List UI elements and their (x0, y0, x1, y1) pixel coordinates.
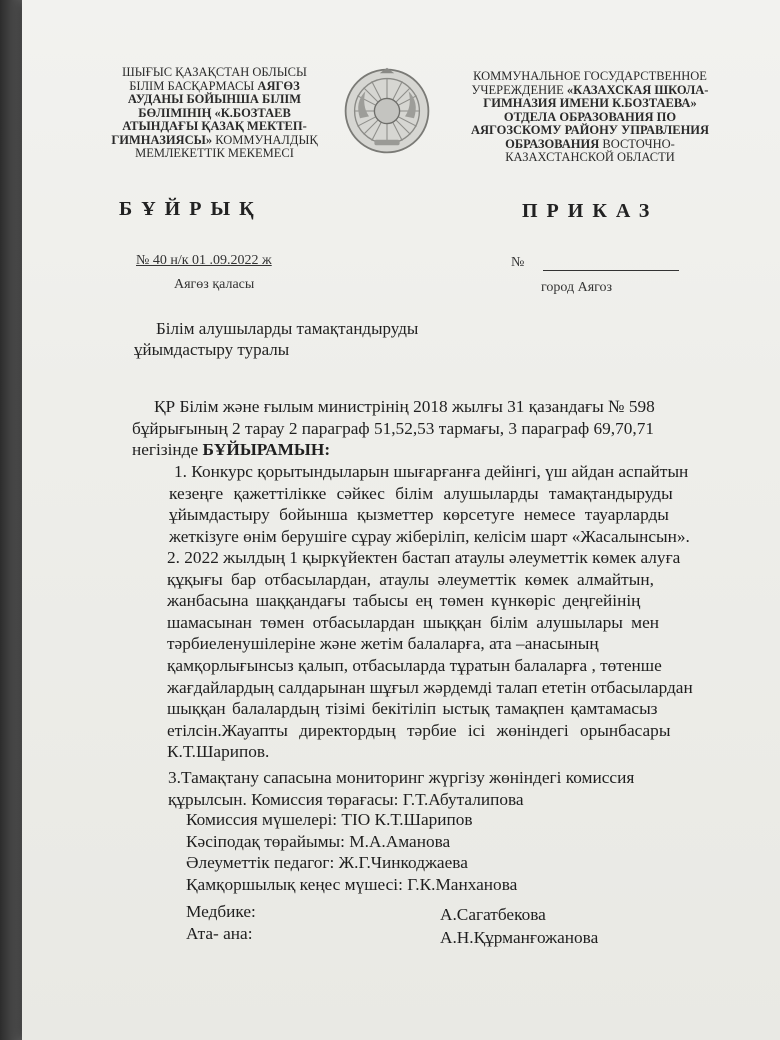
paragraph-3-line: 3.Тамақтану сапасына мониторинг жүргізу жөніндегі комиссия (168, 768, 635, 787)
header-left-line: БІЛІМ БАСҚАРМАСЫ АЯГӨЗ (129, 78, 300, 93)
paragraph-3 (168, 767, 768, 810)
intro-line: негізінде БҰЙЫРАМЫН: (132, 440, 331, 460)
paragraph-1 (169, 461, 756, 547)
intro-line: ҚР Білім және ғылым министрінің 2018 жылғы 31 қазандағы № 598 (154, 397, 655, 416)
order-number-kz: № 40 н/к 01 .09.2022 ж (136, 253, 272, 268)
city-kz: Аягөз қаласы (174, 277, 255, 292)
header-right-line: ОБРАЗОВАНИЯ ВОСТОЧНО- (505, 136, 675, 151)
header-left-line: АТЫНДАҒЫ ҚАЗАҚ МЕКТЕП- (122, 119, 307, 133)
paragraph-2-line: шамасынан төмен отбасылардан шыққан білім алушылары мен (167, 612, 659, 632)
title-ru: ПРИКАЗ (522, 200, 659, 222)
state-emblem-icon (342, 66, 432, 156)
header-left-line: МЕМЛЕКЕТТІК МЕКЕМЕСІ (135, 146, 294, 160)
paragraph-2-line: қамқорлығынсыз қалып, отбасыларда тұратын балаларға , төтенше (167, 655, 662, 675)
nurse-label: Медбике: (186, 902, 256, 921)
paragraph-2-line: құқығы бар отбасылардан, атаулы әлеуметтік көмек алмайтын, (167, 569, 654, 589)
paragraph-2 (167, 547, 767, 763)
header-left-line: ШЫҒЫС ҚАЗАҚСТАН ОБЛЫСЫ (122, 65, 307, 79)
paragraph-2-line: етілсін.Жауапты директордың тәрбие ісі жөніндегі орынбасары (167, 720, 671, 740)
header-right-line: КАЗАХСТАНСКОЙ ОБЛАСТИ (505, 150, 675, 164)
nurse-name: А.Сагатбекова (440, 905, 546, 924)
order-number-ru: № (511, 255, 525, 270)
parent-label: Ата- ана: (186, 924, 253, 943)
header-right-line: ГИМНАЗИЯ ИМЕНИ К.БОЗТАЕВА» (483, 96, 697, 110)
order-body (132, 396, 776, 461)
header-right-ru (440, 70, 740, 165)
paragraph-2-line: 2. 2022 жылдың 1 қыркүйектен бастап атаулы әлеуметтік көмек алуға (167, 548, 681, 567)
document-page (22, 0, 780, 1040)
title-kz: БҰЙРЫҚ (119, 198, 263, 220)
header-left-line: ГИМНАЗИЯСЫ» КОММУНАЛДЫҚ (111, 132, 318, 147)
order-subject (134, 318, 494, 360)
paragraph-1-line: ұйымдастыру бойынша қызметтер көрсетуге немесе тауарларды (169, 505, 669, 525)
header-right-line: КОММУНАЛЬНОЕ ГОСУДАРСТВЕННОЕ (473, 69, 707, 83)
paragraph-1-line: 1. Конкурс қорытындыларын шығарғанға дейінгі, үш айдан аспайтын (174, 462, 689, 481)
subject-line: ұйымдастыру туралы (134, 340, 290, 359)
header-left-line: БӨЛІМІНІҢ «К.БОЗТАЕВ (138, 105, 291, 120)
paragraph-3-line: құрылсын. Комиссия төрағасы: Г.Т.Абуталипова (168, 789, 524, 809)
commission-members (186, 809, 746, 895)
paragraph-2-line: шыққан балалардың тізімі бекітіліп ыстық тамақпен қамтамасыз (167, 699, 658, 719)
city-ru: город Аягоз (541, 280, 613, 295)
commission-member: Кәсіподақ төрайымы: М.А.Аманова (186, 831, 451, 851)
order-number-blank-line (543, 270, 679, 271)
paragraph-2-line: жанбасына шаққандағы табысы ең төмен күнкөріс деңгейінің (167, 591, 641, 611)
parent-name: А.Н.Құрманғожанова (440, 928, 599, 947)
commission-member: Әлеуметтік педагог: Ж.Г.Чинкоджаева (186, 853, 468, 873)
commission-member: Қамқоршылық кеңес мүшесі: Г.К.Манханова (186, 874, 518, 894)
paragraph-1-line: кезеңге қажеттілікке сәйкес білім алушыларды тамақтандыруды (169, 483, 673, 503)
header-right-line: УЧЕРЕЖДЕНИЕ «КАЗАХСКАЯ ШКОЛА- (471, 82, 709, 97)
subject-line: Білім алушыларды тамақтандыруды (156, 319, 419, 338)
header-left-kz (92, 66, 337, 161)
commission-member: Комиссия мүшелері: ТІО К.Т.Шарипов (186, 810, 473, 829)
paragraph-2-line: жағдайлардың салдарынан шұғыл жәрдемді талап ететін отбасылардан (167, 677, 693, 697)
header-right-line: АЯГОЗСКОМУ РАЙОНУ УПРАВЛЕНИЯ (470, 123, 710, 137)
paragraph-2-line: тәрбиеленушілеріне және жетім балаларға, ата –анасының (167, 634, 599, 654)
paragraph-2-line: К.Т.Шарипов. (167, 742, 270, 762)
header-right-line: ОТДЕЛА ОБРАЗОВАНИЯ ПО (503, 109, 677, 124)
header-left-line: АУДАНЫ БОЙЫНША БІЛІМ (127, 92, 302, 106)
paragraph-1-line: жеткізуге өнім берушіге сұрау жіберіліп, келісім шарт «Жасалынсын». (169, 526, 690, 546)
intro-line: бұйрығының 2 тарау 2 параграф 51,52,53 тармағы, 3 параграф 69,70,71 (132, 418, 654, 438)
